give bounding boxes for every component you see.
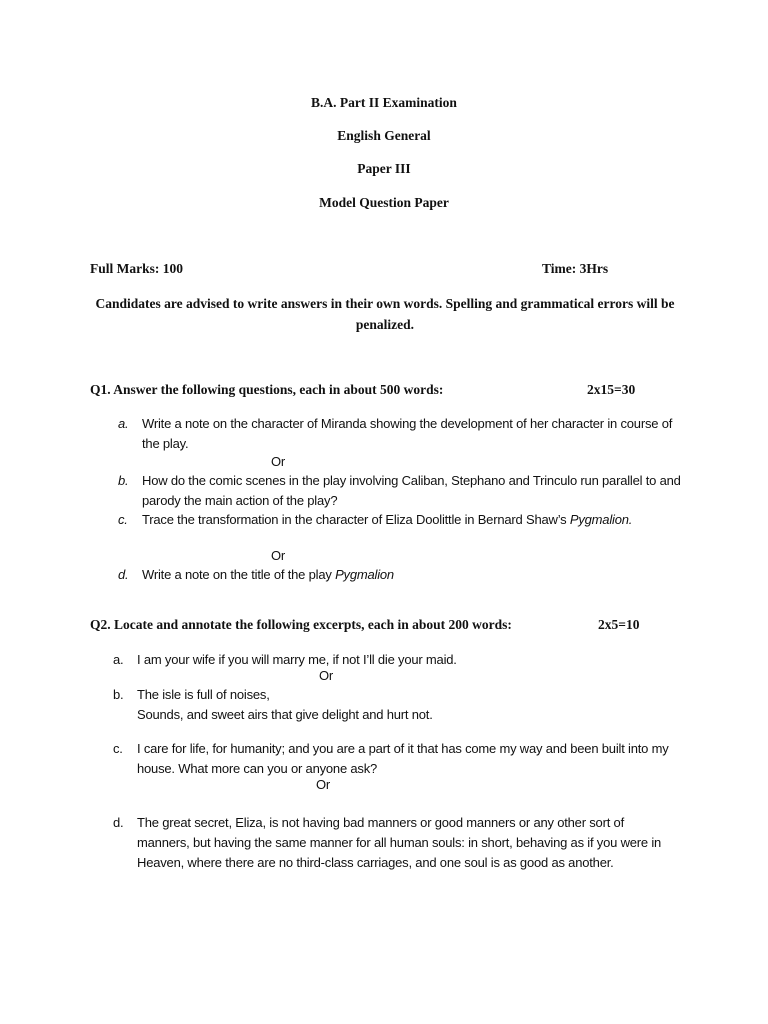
list-marker: b. — [113, 687, 124, 702]
list-marker: c. — [113, 741, 123, 756]
excerpt-line-2: Sounds, and sweet airs that give delight and hurt not. — [137, 707, 433, 722]
list-marker: c. — [118, 512, 128, 527]
question-text — [142, 565, 682, 585]
document-kind-title: Model Question Paper — [319, 195, 449, 210]
paper-title: Paper III — [357, 161, 411, 176]
q2-heading: Q2. Locate and annotate the following excerpts, each in about 200 words: — [90, 617, 512, 632]
q1-heading: Q1. Answer the following questions, each in about 500 words: — [90, 382, 444, 397]
or-separator: Or — [319, 668, 334, 683]
q1-marks: 2x15=30 — [587, 382, 636, 397]
or-separator: Or — [271, 454, 286, 469]
play-title: Pygmalion — [335, 567, 394, 582]
full-marks-label: Full Marks: 100 — [90, 261, 183, 276]
question-text: Write a note on the character of Miranda showing the development of her character in course of the play. — [142, 416, 673, 451]
excerpt-text: I care for life, for humanity; and you are a part of it that has come my way and been built into my house. What more can you or anyone ask? — [137, 741, 669, 776]
subject-title: English General — [337, 128, 431, 143]
candidate-instructions: Candidates are advised to write answers in their own words. Spelling and grammatical errors will be penalized. — [95, 296, 675, 332]
excerpt-text: I am your wife if you will marry me, if not I’ll die your maid. — [137, 652, 457, 667]
q2-marks: 2x5=10 — [598, 617, 640, 632]
excerpt-text: The great secret, Eliza, is not having bad manners or good manners or any other sort of manners, but having the same manner for all human souls: in short, behaving as if you were in Heaven, where there are no third-class carriages, and one soul is as good as another. — [137, 815, 662, 870]
exam-title: B.A. Part II Examination — [311, 95, 457, 110]
time-label: Time: 3Hrs — [542, 261, 609, 276]
list-marker: a. — [118, 416, 129, 431]
list-marker: d. — [113, 815, 124, 830]
or-separator: Or — [316, 777, 331, 792]
question-text-plain: Write a note on the title of the play — [142, 567, 336, 582]
question-text: How do the comic scenes in the play involving Caliban, Stephano and Trinculo run parallel to and parody the main action of the play? — [142, 473, 681, 508]
list-marker: d. — [118, 567, 129, 582]
play-title: Pygmalion. — [569, 512, 633, 527]
excerpt-text — [137, 685, 677, 725]
question-text — [142, 510, 682, 530]
excerpt-line-1: The isle is full of noises, — [137, 687, 270, 702]
question-text-plain: Trace the transformation in the character of Eliza Doolittle in Bernard Shaw’s — [142, 512, 570, 527]
list-marker: a. — [113, 652, 124, 667]
or-separator: Or — [271, 548, 286, 563]
list-marker: b. — [118, 473, 129, 488]
